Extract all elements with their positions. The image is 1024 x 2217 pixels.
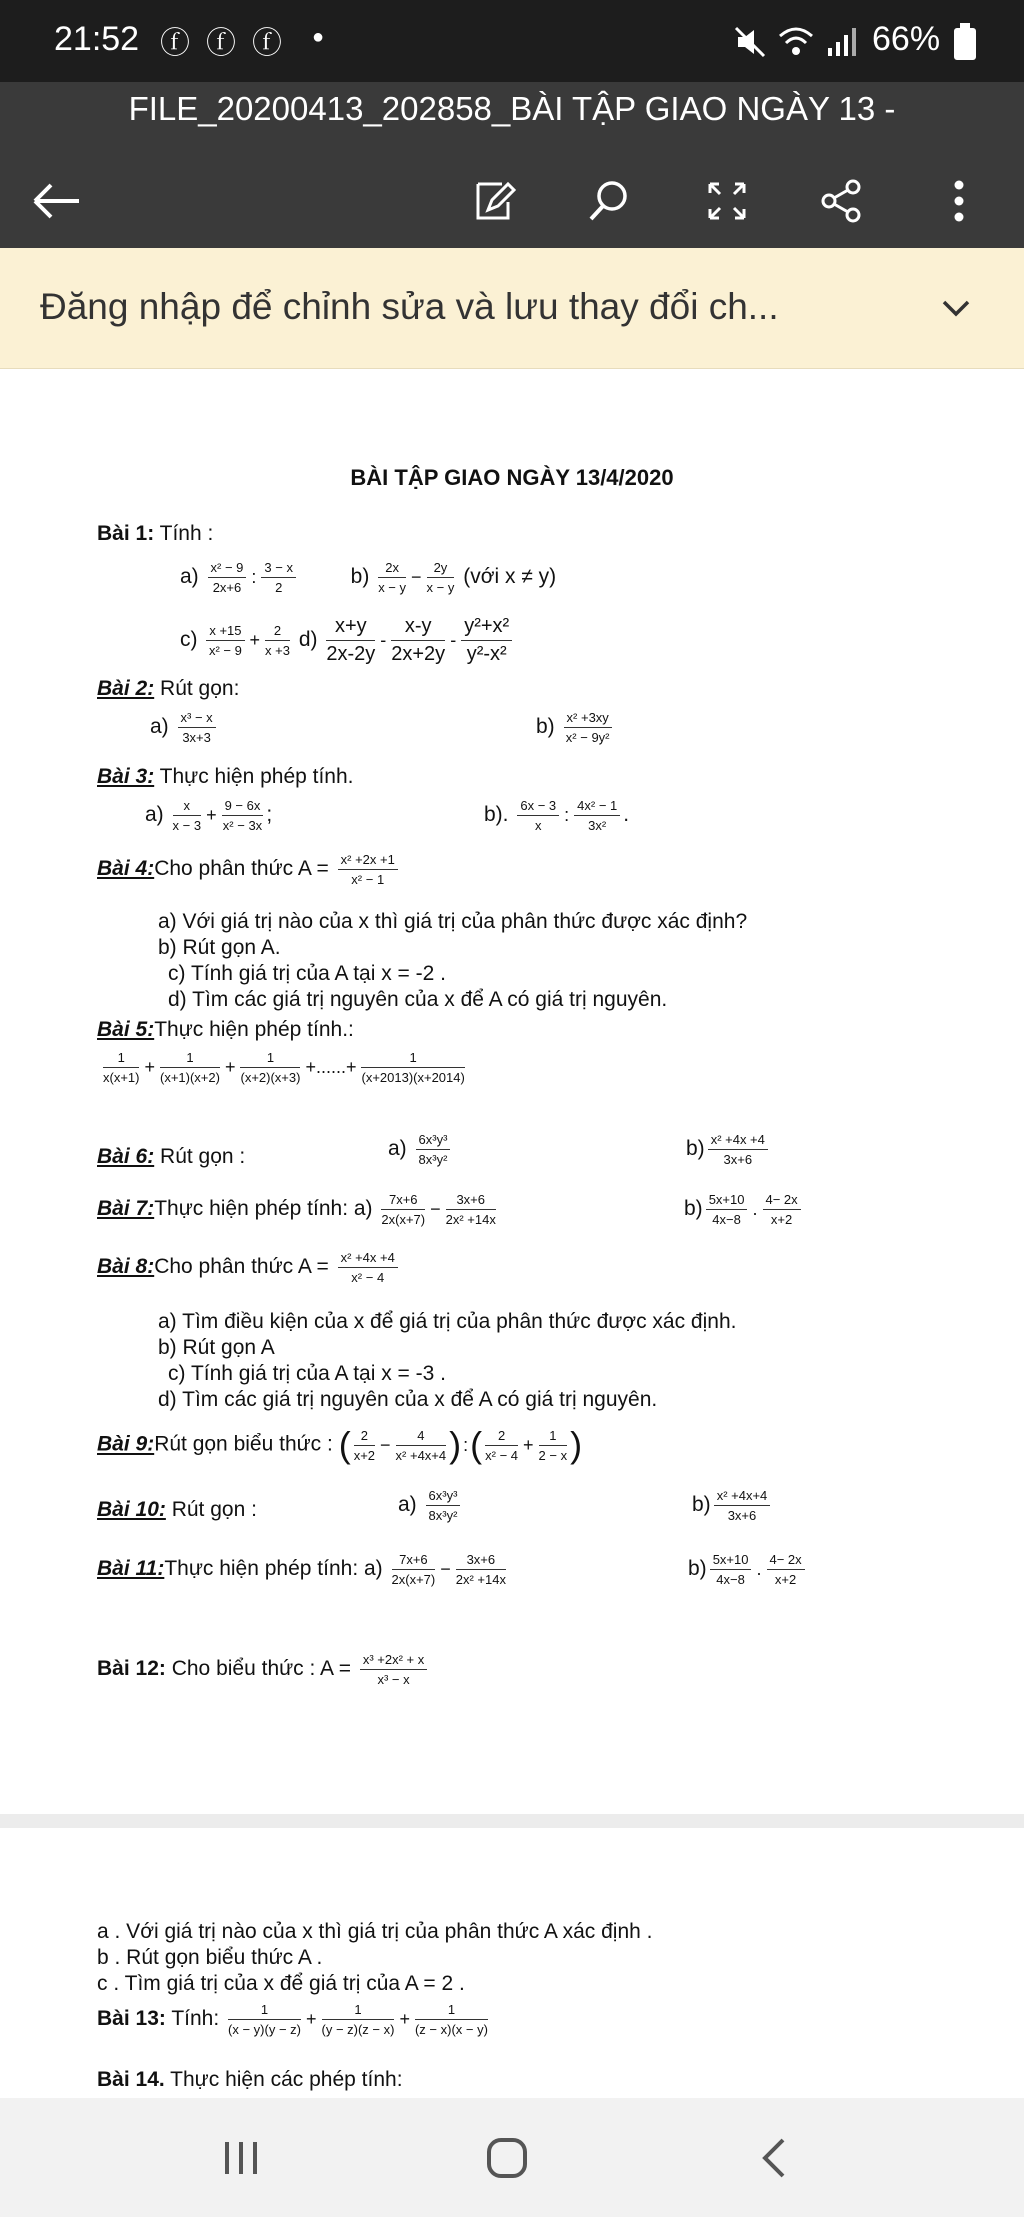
document-page: [0, 370, 1024, 1814]
fraction: $\frac{1}{2 - x}$: [538, 1427, 568, 1463]
battery-icon: [954, 28, 976, 60]
search-icon: [586, 178, 632, 224]
fraction: $\frac{\text{x² +4x +4}}{3x+6}$: [708, 1132, 768, 1167]
fraction: $\frac{9 - 6x}{\text{x² − 3x}}$: [222, 798, 263, 833]
fraction: $\frac{x}{x - 3}$: [172, 798, 202, 833]
exercise-7-b: b) $\frac{5x+10}{4x-8}$ . $\frac{4- 2x}{x+2}$: [684, 1192, 804, 1227]
more-options-button[interactable]: [924, 166, 994, 236]
fraction: $\frac{2y}{x - y}$: [426, 560, 455, 595]
system-nav-bar: [0, 2098, 1024, 2217]
fraction: $\frac{1}{x(x+1)}$: [103, 1050, 140, 1085]
fraction: $\frac{\text{x² +4x +4}}{\text{x² − 4}}$: [338, 1250, 398, 1285]
fraction: $\frac{5x+10}{4x-8}$: [710, 1552, 752, 1587]
page-separator: [0, 1814, 1024, 1828]
doc-title: BÀI TẬP GIAO NGÀY 13/4/2020: [350, 465, 674, 490]
exercise-6-b: b) $\frac{\text{x² +4x +4}}{3x+6}$: [686, 1132, 771, 1167]
exercise-6: Bài 6: Rút gọn :: [97, 1145, 246, 1168]
exercise-11: Bài 11:Thực hiện phép tính: a) $\frac{7x+6}{2x(x+7)}$ − $\frac{3x+6}{\text{2x² +14x}}$: [97, 1552, 506, 1587]
fraction: $\frac{7x+6}{2x(x+7)}$: [381, 1192, 426, 1227]
exercise-12-item: a . Với giá trị nào của x thì giá trị của phân thức A xác định .: [97, 1920, 653, 1943]
wifi-icon: [776, 24, 816, 60]
fraction: $\frac{\text{x² − 9}}{2x+6}$: [208, 560, 247, 595]
fullscreen-button[interactable]: [692, 166, 762, 236]
home-button[interactable]: [472, 2128, 542, 2188]
fraction: $\frac{1}{(x+1)(x+2)}$: [160, 1050, 220, 1085]
exercise-8: Bài 8:Cho phân thức A = $\frac{\text{x² +4x +4}}{\text{x² − 4}}$: [97, 1250, 401, 1285]
fraction: $\frac{x-y}{2x+2y}$: [391, 615, 446, 665]
chevron-down-icon[interactable]: [936, 288, 976, 328]
fraction: $\frac{\text{x³ +2x² + x}}{\text{x³ − x}}$: [360, 1652, 427, 1687]
fraction: $\frac{2}{\text{x² − 4}}$: [485, 1427, 519, 1463]
exercise-10: Bài 10: Rút gọn :: [97, 1498, 257, 1521]
edit-icon: [472, 178, 518, 224]
fraction: $\frac{\text{6x³y³}}{\text{8x³y²}}$: [416, 1132, 451, 1167]
exercise-10-b: b) $\frac{\text{x² +4x+4}}{3x+6}$: [692, 1488, 773, 1523]
home-icon: [483, 2134, 531, 2182]
exercise-11-b: b) $\frac{5x+10}{4x-8}$ . $\frac{4- 2x}{x+2}$: [688, 1552, 808, 1587]
fraction: $\frac{x +15}{\text{x² − 9}}$: [206, 623, 244, 658]
facebook-notification-icon: ⓕ: [206, 27, 236, 60]
fraction: $\frac{1}{(x+2)(x+3)}$: [240, 1050, 301, 1085]
file-title: FILE_20200413_202858_BÀI TẬP GIAO NGÀY 13 -: [128, 90, 896, 127]
exercise-14: Bài 14. Thực hiện các phép tính:: [97, 2068, 403, 2091]
facebook-notification-icon: ⓕ: [160, 27, 190, 60]
exercise-4-item: a) Với giá trị nào của x thì giá trị của phân thức được xác định?: [158, 910, 748, 933]
fraction: $\frac{2x}{x - y}$: [378, 560, 407, 595]
fraction: $\frac{5x+10}{4x-8}$: [706, 1192, 748, 1227]
fraction: $\frac{1}{(x+2013)(x+2014)}$: [361, 1050, 465, 1085]
exercise-4: Bài 4:Cho phân thức A = $\frac{\text{x² +2x +1}}{\text{x² − 1}}$: [97, 852, 401, 887]
exercise-10-a: a) $\frac{\text{6x³y³}}{\text{8x³y²}}$: [398, 1488, 463, 1523]
exercise-1-row-1: a) $\frac{\text{x² − 9}}{2x+6}$ : $\frac{3 - x}{2}$ b) $\frac{2x}{x - y}$ − $\frac{2y}{x - y}$ (với x ≠ y): [180, 560, 557, 595]
exercise-6-a: a) $\frac{\text{6x³y³}}{\text{8x³y²}}$: [388, 1132, 453, 1167]
exercise-12: Bài 12: Cho biểu thức : A = $\frac{\text{x³ +2x² + x}}{\text{x³ − x}}$: [97, 1652, 430, 1687]
facebook-notification-icon: ⓕ: [252, 27, 282, 60]
fraction: $\frac{\text{x² +3xy}}{\text{x² − 9y²}}$: [564, 710, 612, 745]
more-icon: [949, 178, 969, 224]
exercise-8-item: b) Rút gọn A: [158, 1336, 275, 1359]
exercise-2-a: a) $\frac{\text{x³ − x}}{3x+3}$: [150, 710, 219, 745]
fraction: $\frac{3 - x}{2}$: [261, 560, 296, 595]
exercise-12-item: b . Rút gọn biểu thức A .: [97, 1946, 323, 1969]
back-button[interactable]: [22, 166, 92, 236]
signal-icon: [824, 26, 860, 58]
exercise-4-item: c) Tính giá trị của A tại x = -2 .: [168, 962, 446, 985]
fraction: $\frac{\text{6x³y³}}{\text{8x³y²}}$: [426, 1488, 461, 1523]
exercise-12-item: c . Tìm giá trị của x để giá trị của A = 2 .: [97, 1972, 465, 1995]
exercise-5-expression: $\frac{1}{x(x+1)}$ + $\frac{1}{(x+1)(x+2)}$ + $\frac{1}{(x+2)(x+3)}$ +......+ $\frac{1}{(x+2013)(x+2014)}$: [103, 1050, 465, 1085]
fraction: $\frac{4- 2x}{x+2}$: [767, 1552, 805, 1587]
fraction: $\frac{3x+6}{\text{2x² +14x}}$: [445, 1192, 496, 1227]
exercise-8-item: c) Tính giá trị của A tại x = -3 .: [168, 1362, 446, 1385]
recents-icon: [219, 2138, 263, 2178]
fraction: $\frac{2}{x+2}$: [353, 1427, 376, 1463]
search-button[interactable]: [574, 166, 644, 236]
status-bar: [0, 0, 1024, 82]
app-toolbar: [0, 82, 1024, 248]
mute-icon: [732, 24, 768, 60]
fraction: $\frac{4}{\text{x² +4x+4}}$: [395, 1427, 447, 1463]
signin-banner[interactable]: [0, 248, 1024, 369]
signin-banner-text: Đăng nhập để chỉnh sửa và lưu thay đổi ch...: [40, 286, 779, 327]
fraction: $\frac{\text{x³ − x}}{3x+3}$: [178, 710, 216, 745]
exercise-9: Bài 9:Rút gọn biểu thức : ( $\frac{2}{x+2}$ − $\frac{4}{\text{x² +4x+4}}$ ) :( $\frac{2}{\text{x² − 4}}$ + $\frac{1}{2 - x}$ ): [97, 1424, 583, 1465]
fraction: $\frac{6x - 3}{x}$: [517, 798, 559, 833]
fraction: $\frac{\text{x² +2x +1}}{\text{x² − 1}}$: [338, 852, 398, 887]
exercise-2-b: b) $\frac{\text{x² +3xy}}{\text{x² − 9y²}}$: [536, 710, 615, 745]
fraction: $\frac{1}{(x - y)(y - z)}$: [228, 2002, 301, 2037]
exercise-7: Bài 7:Thực hiện phép tính: a) $\frac{7x+6}{2x(x+7)}$ − $\frac{3x+6}{\text{2x² +14x}}$: [97, 1192, 496, 1227]
exercise-5: Bài 5:Thực hiện phép tính.:: [97, 1018, 354, 1041]
recents-button[interactable]: [206, 2128, 276, 2188]
fraction: $\frac{4- 2x}{x+2}$: [763, 1192, 801, 1227]
fullscreen-icon: [704, 178, 750, 224]
fraction: $\frac{1}{(z - x)(x - y)}$: [414, 2002, 488, 2037]
edit-button[interactable]: [460, 166, 530, 236]
dot-icon: ●: [312, 26, 325, 48]
exercise-4-item: b) Rút gọn A.: [158, 936, 281, 959]
fraction: $\frac{\text{y²+x²}}{\text{y²-x²}}$: [461, 615, 512, 666]
exercise-3-b: b). $\frac{6x - 3}{x}$ : $\frac{\text{4x² − 1}}{\text{3x²}}$ .: [484, 798, 630, 833]
back-arrow-icon: [31, 181, 83, 221]
fraction: $\frac{\text{x² +4x+4}}{3x+6}$: [714, 1488, 771, 1523]
battery-level: 66%: [872, 20, 941, 58]
exercise-2: Bài 2: Rút gọn:: [97, 677, 240, 700]
nav-back-icon: [757, 2134, 793, 2182]
fraction: $\frac{2}{x +3}$: [265, 623, 290, 658]
exercise-1: Bài 1: Tính :: [97, 522, 214, 545]
share-icon: [817, 177, 865, 225]
share-button[interactable]: [806, 166, 876, 236]
exercise-3: Bài 3: Thực hiện phép tính.: [97, 765, 354, 788]
fraction: $\frac{x+y}{2x-2y}$: [326, 615, 376, 665]
fraction: $\frac{7x+6}{2x(x+7)}$: [391, 1552, 436, 1587]
exercise-4-item: d) Tìm các giá trị nguyên của x để A có giá trị nguyên.: [168, 988, 668, 1011]
fraction: $\frac{1}{(y - z)(z - x)}$: [321, 2002, 395, 2037]
status-time: 21:52: [54, 20, 140, 58]
exercise-3-a: a) $\frac{x}{x - 3}$ + $\frac{9 - 6x}{\text{x² − 3x}}$ ;: [145, 798, 273, 833]
fraction: $\frac{\text{4x² − 1}}{\text{3x²}}$: [574, 798, 620, 833]
exercise-8-item: a) Tìm điều kiện của x để giá trị của phân thức được xác định.: [158, 1310, 737, 1333]
exercise-1-row-2: c) $\frac{x +15}{\text{x² − 9}}$ + $\frac{2}{x +3}$ d) $\frac{x+y}{2x-2y}$ - $\frac{x-y}{2x+2y}$ - $\frac{\text{y²+x²}}{\text{y²-x²}}$: [180, 615, 515, 666]
fraction: $\frac{3x+6}{\text{2x² +14x}}$: [455, 1552, 506, 1587]
nav-back-button[interactable]: [740, 2128, 810, 2188]
document-page: [0, 1828, 1024, 2098]
exercise-8-item: d) Tìm các giá trị nguyên của x để A có giá trị nguyên.: [158, 1388, 658, 1411]
exercise-13: Bài 13: Tính: $\frac{1}{(x - y)(y - z)}$ + $\frac{1}{(y - z)(z - x)}$ + $\frac{1}{(z - x)(x - y)}$: [97, 2002, 488, 2037]
